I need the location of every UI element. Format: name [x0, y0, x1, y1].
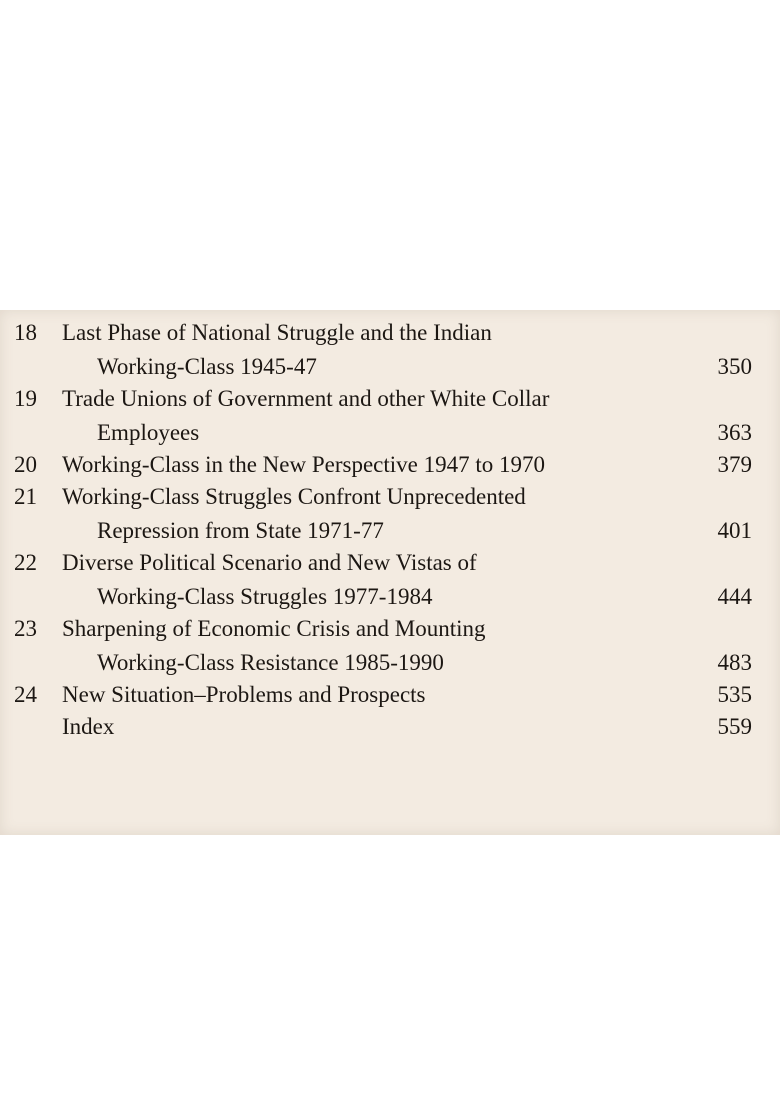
page-number: 559	[717, 714, 752, 739]
chapter-title-continued: Repression from State 1971-77	[97, 518, 384, 543]
page-number: 444	[717, 584, 752, 609]
page-number: 379	[717, 452, 752, 477]
chapter-number: 21	[14, 484, 37, 509]
chapter-title-continued: Working-Class Struggles 1977-1984	[97, 584, 433, 609]
page-number: 483	[717, 650, 752, 675]
chapter-title: Working-Class in the New Perspective 1947 to 1970	[62, 452, 545, 477]
chapter-title: Sharpening of Economic Crisis and Mounting	[62, 616, 486, 641]
chapter-number: 20	[14, 452, 37, 477]
page-number: 535	[717, 682, 752, 707]
table-of-contents	[0, 310, 780, 835]
chapter-title-continued: Working-Class 1945-47	[97, 354, 317, 379]
chapter-number: 23	[14, 616, 37, 641]
chapter-number: 24	[14, 682, 37, 707]
chapter-title: New Situation–Problems and Prospects	[62, 682, 426, 707]
chapter-number: 18	[14, 320, 37, 345]
index-title: Index	[62, 714, 115, 739]
chapter-number: 19	[14, 386, 37, 411]
page-number: 401	[717, 518, 752, 543]
chapter-number: 22	[14, 550, 37, 575]
chapter-title: Last Phase of National Struggle and the Indian	[62, 320, 492, 345]
chapter-title: Trade Unions of Government and other White Collar	[62, 386, 550, 411]
chapter-title-continued: Working-Class Resistance 1985-1990	[97, 650, 444, 675]
page-number: 350	[717, 354, 752, 379]
chapter-title-continued: Employees	[97, 420, 200, 445]
scanned-contents-page	[0, 310, 780, 835]
chapter-title: Diverse Political Scenario and New Vistas of	[62, 550, 477, 575]
page-number: 363	[717, 420, 752, 445]
chapter-title: Working-Class Struggles Confront Unprecedented	[62, 484, 526, 509]
